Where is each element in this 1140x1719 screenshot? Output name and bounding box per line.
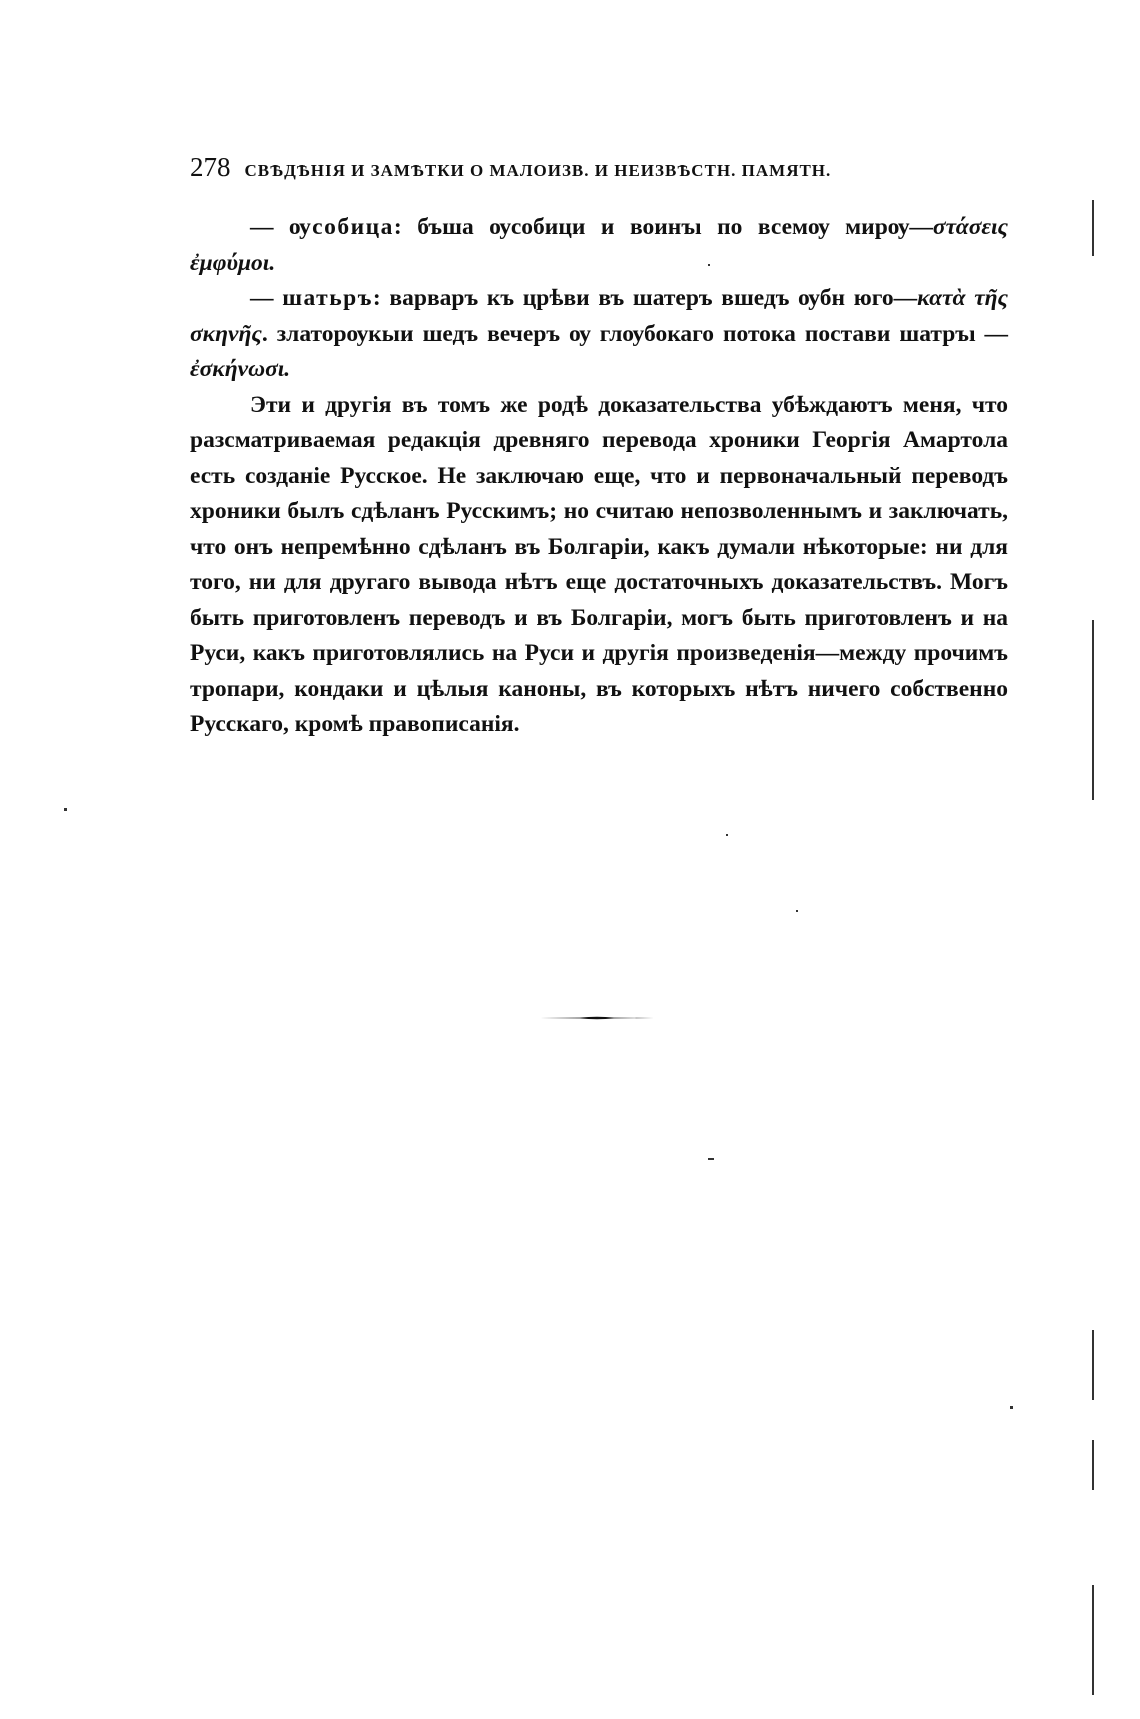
entry-term: ѹсобица: [289, 214, 394, 240]
scan-mark: [1092, 1440, 1094, 1490]
scan-mark: [708, 264, 710, 266]
running-head: СВѢДѢНІЯ И ЗАМѢТКИ О МАЛОИЗВ. И НЕИЗВѢСТН. ПАМЯТН.: [244, 161, 832, 180]
entry-dash: —: [250, 285, 283, 311]
greek-equivalent-2: ἐσκήνωσι.: [190, 356, 291, 382]
greek-equivalent: στάσεις ἐμφύμοι.: [190, 214, 1009, 276]
scan-mark: [1092, 1330, 1094, 1400]
page-header: [190, 152, 950, 183]
page-number: 278: [190, 152, 231, 182]
scan-mark: [796, 910, 798, 912]
body-paragraph: Эти и другія въ томъ же родѣ доказательства убѣждаютъ меня, что разсматриваемая редакція древняго перевода хроники Георгія Амартола есть созданіе Русское. Не заключаю еще, что и первоначальный переводъ хроники былъ сдѣланъ Русскимъ; но считаю непозволеннымъ и заключать, что онъ непремѣнно сдѣланъ въ Болгаріи, какъ думали нѣкоторые: ни для того, ни для другаго вывода нѣтъ еще достаточныхъ доказательствъ. Могъ быть приготовленъ переводъ и въ Болгаріи, могъ быть приготовленъ и на Руси, какъ приготовлялись на Руси и другія произведенія—между прочимъ тропари, кондаки и цѣлыя каноны, въ которыхъ нѣтъ ничего собственно Русскаго, кромѣ правописанія.: [190, 391, 1008, 737]
scan-mark: [1010, 1406, 1013, 1409]
entry-dash: —: [250, 214, 290, 240]
scan-mark: [1092, 200, 1094, 256]
entry-text: : бъша ѹсобици и воинъı по всемѹ мирѹ—: [393, 214, 933, 240]
glossary-entry-usobica: [190, 210, 1008, 281]
scan-mark: [708, 1158, 714, 1160]
ornament-rule: [540, 1016, 654, 1020]
scan-mark: [1092, 620, 1094, 800]
scan-mark: [1092, 1585, 1094, 1695]
scan-mark: [64, 808, 67, 811]
entry-text: : варваръ къ црѣви въ шатеръ вшедъ ѹбн юго—: [372, 285, 918, 311]
greek-equivalent: κατὰ τῆς σκηνῆς: [190, 285, 1008, 347]
scan-mark: [726, 834, 728, 836]
main-text: [190, 210, 1008, 743]
glossary-entry-shatr: [190, 281, 1008, 388]
entry-text-continued: . златорѹкыи шедъ вечеръ ѹ глѹбокаго потока постави шатръı —: [261, 320, 1008, 347]
entry-term: шатьръ: [282, 285, 373, 311]
